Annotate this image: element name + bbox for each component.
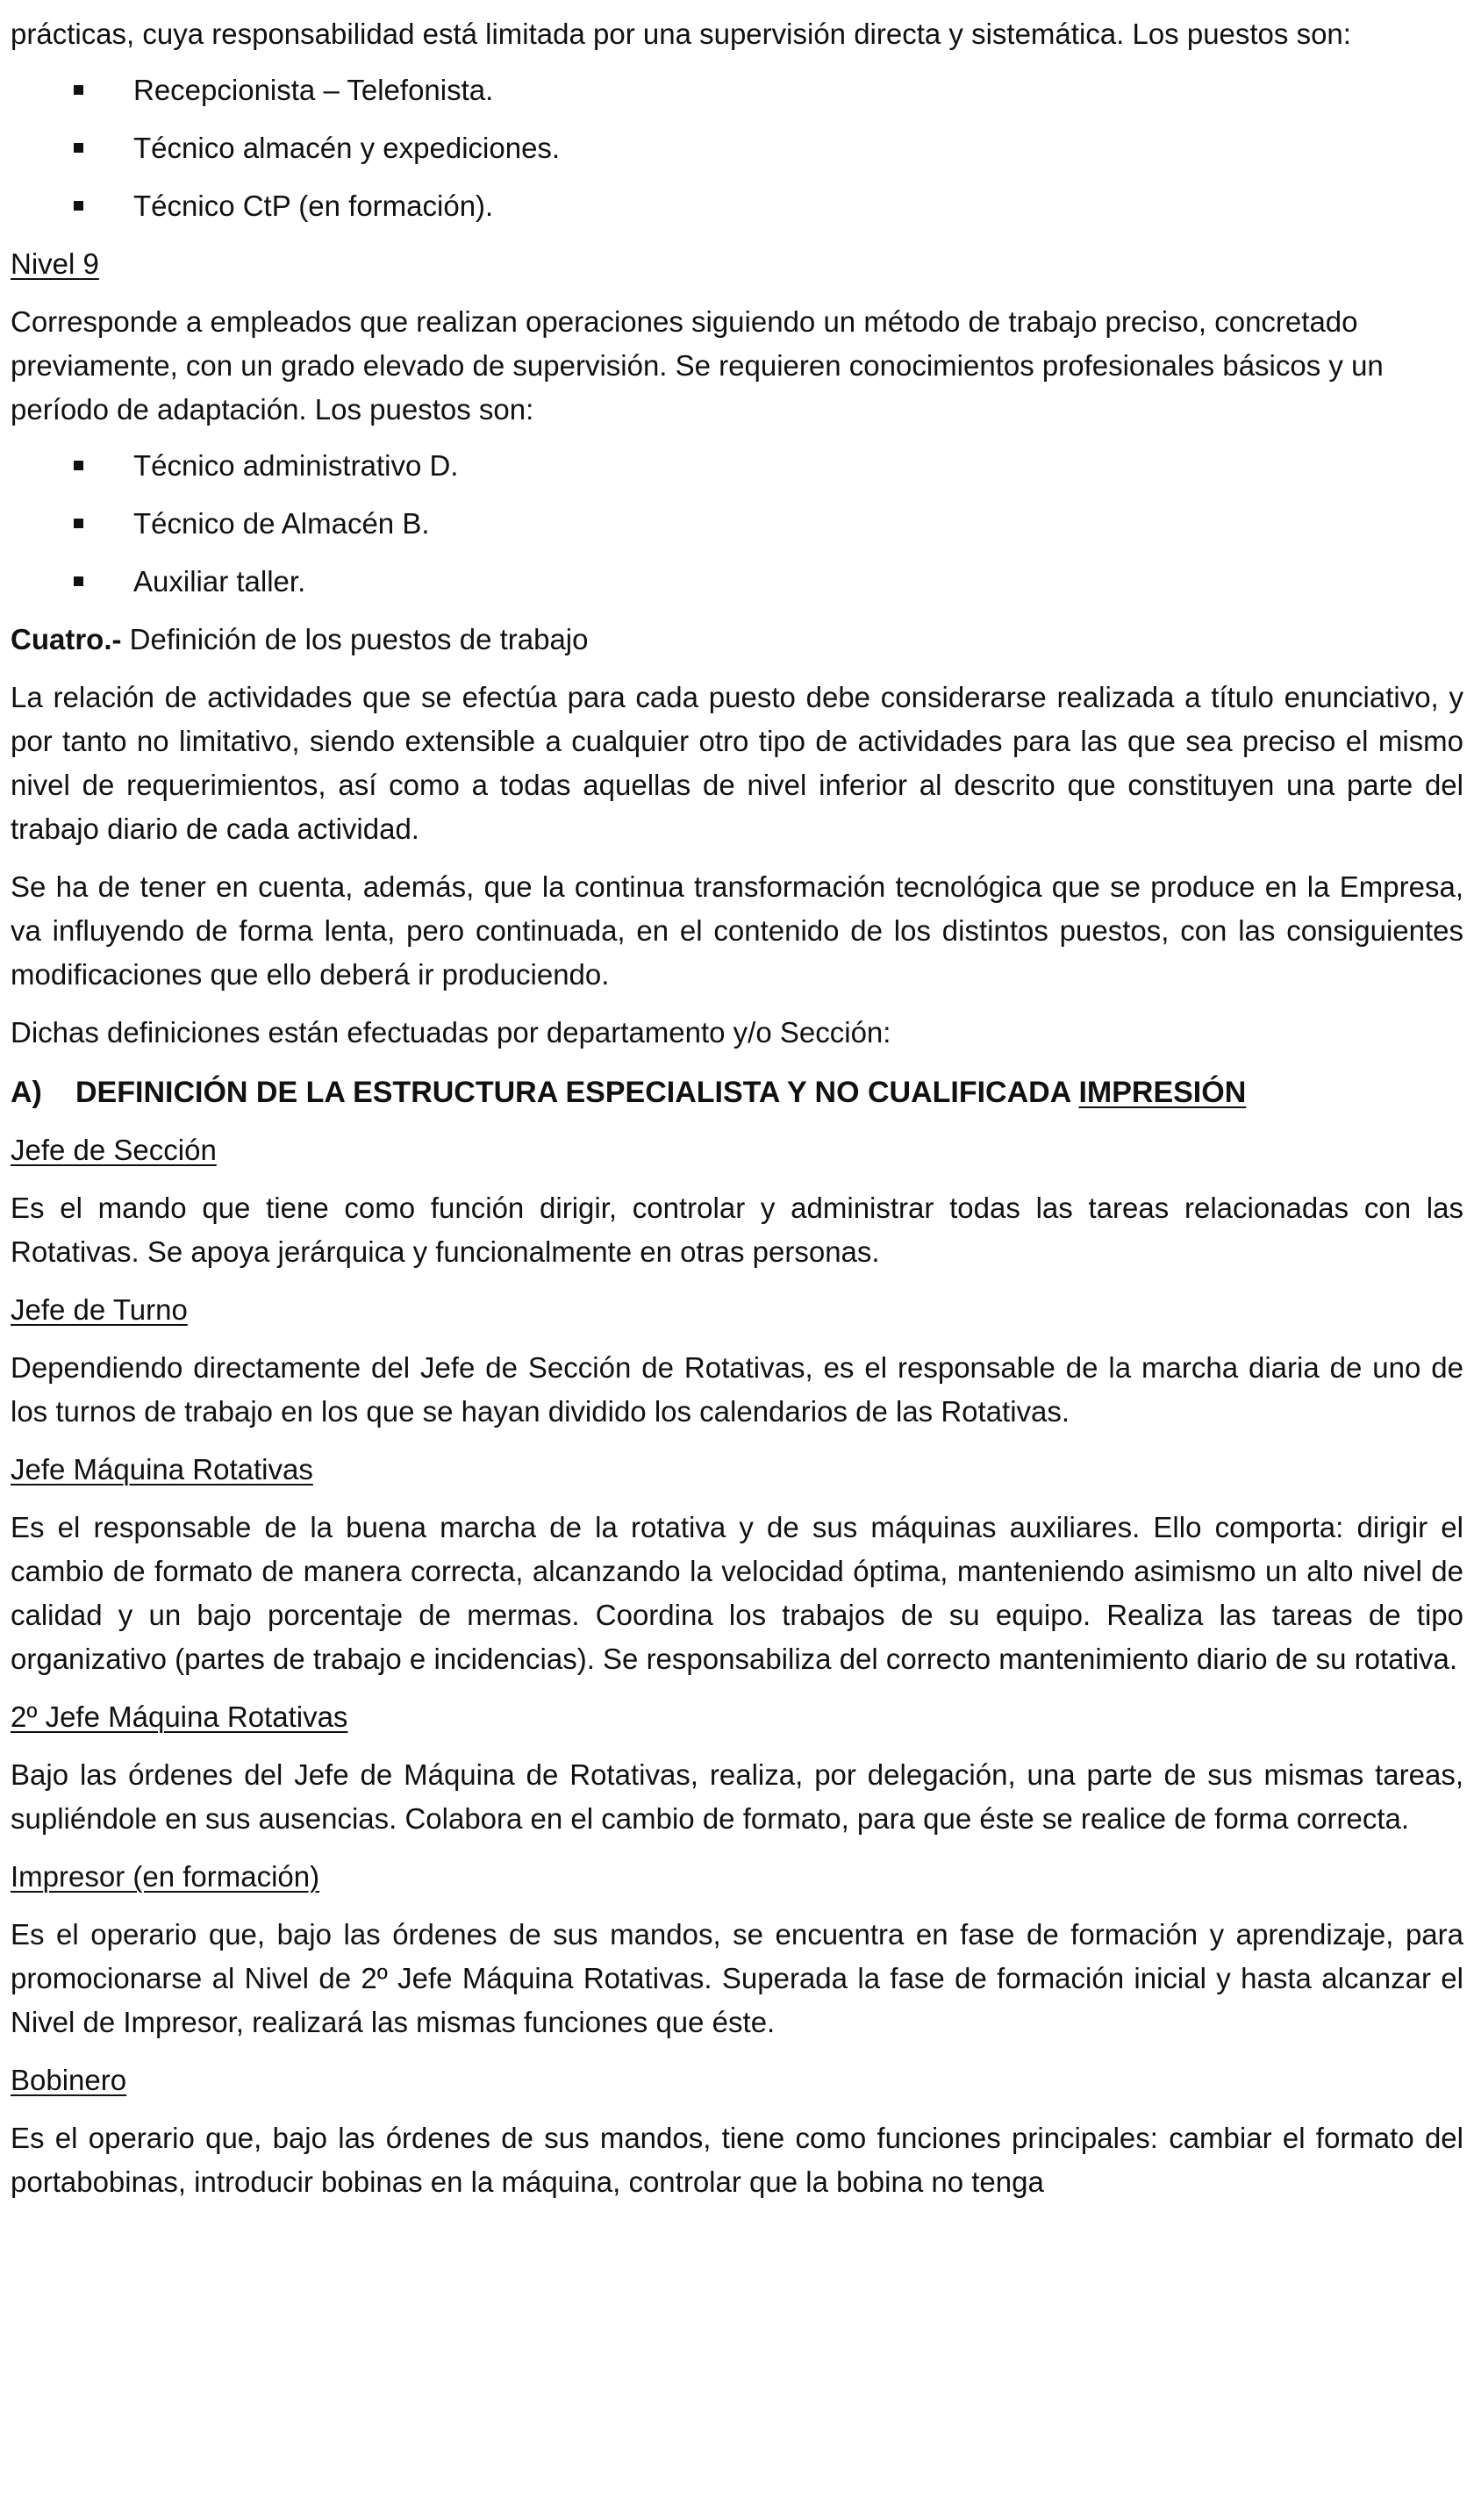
section-a-heading [11, 1070, 1463, 1114]
role-title-impresor [11, 1855, 1463, 1899]
cuatro-label: Cuatro.- [11, 623, 122, 655]
list-item-text: Técnico almacén y expediciones. [133, 132, 561, 164]
list-item [11, 502, 1463, 546]
square-bullet-icon [74, 85, 83, 95]
positions-list-1 [11, 68, 1463, 228]
cuatro-paragraph-2: Se ha de tener en cuenta, además, que la continua transformación tecnológica que se produce en la Empresa, va influyendo de forma lenta, pero continuada, en el contenido de los distintos puestos, con las consiguientes modificaciones que ello deberá ir produciendo. [11, 870, 1463, 991]
role-title: Jefe Máquina Rotativas [11, 1453, 313, 1486]
cuatro-title: Definición de los puestos de trabajo [121, 623, 589, 655]
list-item-text: Auxiliar taller. [133, 565, 306, 598]
role-title-jefe-maquina [11, 1448, 1463, 1492]
nivel9-title: Nivel 9 [11, 247, 99, 280]
positions-list-2 [11, 444, 1463, 604]
intro-paragraph: prácticas, cuya responsabilidad está limitada por una supervisión directa y sistemática. Los puestos son: [11, 18, 1351, 50]
list-item [11, 126, 1463, 170]
section-a-title: DEFINICIÓN DE LA ESTRUCTURA ESPECIALISTA Y NO CUALIFICADA [75, 1076, 1079, 1109]
cuatro-paragraph-1: La relación de actividades que se efectúa para cada puesto debe considerarse realizada a título enunciativo, y por tanto no limitativo, siendo extensible a cualquier otro tipo de actividades para las que sea preciso el mismo nivel de requerimientos, así como a todas aquellas de nivel inferior al descrito que constituyen una parte del trabajo diario de cada actividad. [11, 681, 1463, 845]
square-bullet-icon [74, 201, 83, 211]
role-title: Bobinero [11, 2064, 127, 2096]
role-title: 2º Jefe Máquina Rotativas [11, 1700, 348, 1733]
section-a-title-underlined: IMPRESIÓN [1078, 1076, 1247, 1109]
role-text: Bajo las órdenes del Jefe de Máquina de Rotativas, realiza, por delegación, una parte de sus mismas tareas, supliéndole en sus ausencias. Colabora en el cambio de formato, para que éste se realice de forma correcta. [11, 1758, 1463, 1835]
cuatro-paragraph-3: Dichas definiciones están efectuadas por departamento y/o Sección: [11, 1016, 891, 1049]
role-title: Impresor (en formación) [11, 1860, 320, 1893]
role-title-bobinero [11, 2058, 1463, 2102]
square-bullet-icon [74, 576, 83, 586]
square-bullet-icon [74, 461, 83, 470]
role-text: Es el mando que tiene como función dirigir, controlar y administrar todas las tareas relacionadas con las Rotativas. Se apoya jerárquica y funcionalmente en otras personas. [11, 1192, 1463, 1268]
nivel9-paragraph: Corresponde a empleados que realizan operaciones siguiendo un método de trabajo preciso, concretado previamente, con un grado elevado de supervisión. Se requieren conocimientos profesionales básicos y un período de adaptación. Los puestos son: [11, 305, 1384, 426]
cuatro-heading [11, 618, 1463, 662]
list-item [11, 68, 1463, 112]
role-text: Es el operario que, bajo las órdenes de sus mandos, tiene como funciones principales: cambiar el formato del portabobinas, introducir bobinas en la máquina, controlar que la bobina no tenga [11, 2122, 1463, 2198]
role-title-jefe-seccion [11, 1128, 1463, 1172]
document-page [11, 12, 1463, 2204]
role-title: Jefe de Sección [11, 1134, 217, 1166]
role-text: Es el operario que, bajo las órdenes de sus mandos, se encuentra en fase de formación y aprendizaje, para promocionarse al Nivel de 2º Jefe Máquina Rotativas. Superada la fase de formación inicial y hasta alcanzar el Nivel de Impresor, realizará las mismas funciones que éste. [11, 1918, 1463, 2038]
list-item-text: Técnico administrativo D. [133, 449, 459, 482]
list-item-text: Recepcionista – Telefonista. [133, 74, 494, 106]
square-bullet-icon [74, 143, 83, 153]
list-item [11, 184, 1463, 228]
section-a-letter: A) [11, 1076, 42, 1109]
role-title: Jefe de Turno [11, 1293, 188, 1326]
role-title-jefe-turno [11, 1288, 1463, 1332]
list-item [11, 560, 1463, 604]
role-text: Es el responsable de la buena marcha de la rotativa y de sus máquinas auxiliares. Ello comporta: dirigir el cambio de formato de manera correcta, alcanzando la velocidad óptima, manteniendo asimismo un alto nivel de calidad y un bajo porcentaje de mermas. Coordina los trabajos de su equipo. Realiza las tareas de tipo organizativo (partes de trabajo e incidencias). Se responsabiliza del correcto mantenimiento diario de su rotativa. [11, 1511, 1463, 1675]
role-text: Dependiendo directamente del Jefe de Sección de Rotativas, es el responsable de la marcha diaria de uno de los turnos de trabajo en los que se hayan dividido los calendarios de las Rotativas. [11, 1351, 1463, 1428]
square-bullet-icon [74, 519, 83, 528]
list-item [11, 444, 1463, 488]
list-item-text: Técnico de Almacén B. [133, 507, 430, 540]
nivel9-heading [11, 242, 1463, 286]
role-title-2-jefe-maquina [11, 1695, 1463, 1739]
list-item-text: Técnico CtP (en formación). [133, 190, 494, 222]
